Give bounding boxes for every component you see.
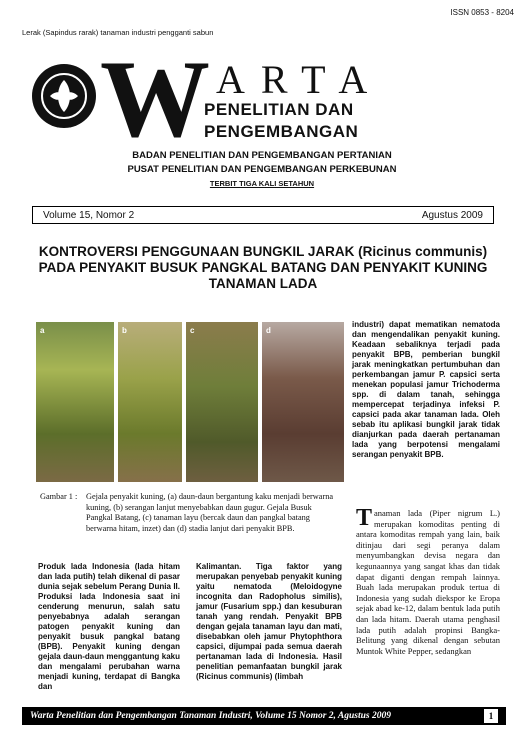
photo-label-b: b bbox=[122, 326, 127, 335]
figure-photos bbox=[36, 322, 344, 482]
summary-column: industri) dapat mematikan nematoda dan mengendalikan penyakit kuning. Keadaan sebaliknya terjadi pada penyakit BPB, pemberian bungkil jarak meningkatkan pertumbuhan dan perkembangan jamur P. capsici serta menekan populasi jamur Trichoderma spp. di dalam tanah, sehingga mempercepat terjadinya infeksi P. capsici pada akar tanaman lada. Oleh sebab itu aplikasi bungkil jarak tidak dianjurkan pada daerah pertanaman lada yang berpotensi mengalami serangan penyakit BPB. bbox=[352, 320, 500, 459]
photo-label-c: c bbox=[190, 326, 195, 335]
masthead bbox=[22, 38, 502, 192]
page-number: 1 bbox=[484, 709, 498, 723]
photo-label-a: a bbox=[40, 326, 45, 335]
photo-d bbox=[262, 322, 344, 482]
body-column bbox=[356, 505, 500, 656]
logo-emblem-icon bbox=[32, 64, 96, 128]
caption-label: Gambar 1 : bbox=[40, 492, 78, 501]
abstract-column-1: Produk lada Indonesia (lada hitam dan lada putih) telah dikenal di pasar dunia sejak sebelum Perang Dunia II. Produksi lada Indonesia saat ini cenderung menurun, salah satu penyebabnya adalah serangan patogen penyakit kuning dan penyakit busuk pangkal batang (BPB). Penyakit kuning dengan gejala daun-daun menggantung kaku dan mengalami perubahan warna menjadi kuning, terdapat di Bangka dan bbox=[38, 562, 180, 691]
drop-cap: T bbox=[356, 505, 373, 531]
issue-date: Agustus 2009 bbox=[421, 209, 483, 221]
photo-a bbox=[36, 322, 114, 482]
caption-text: Gejala penyakit kuning, (a) daun-daun bergantung kaku menjadi berwarna kuning, (b) serangan lanjut menyebabkan daun gugur. Gejala Busuk Pangkal Batang, (c) tanaman layu (bercak daun dan pangkal batang berwarna hitam, inzet) dan (d) stadia lanjut dari penyakit BPB. bbox=[86, 492, 334, 533]
masthead-arta: ARTA bbox=[216, 57, 384, 102]
photo-c bbox=[186, 322, 258, 482]
figure-caption bbox=[40, 492, 340, 534]
page-footer bbox=[22, 707, 506, 725]
abstract-column-2: Kalimantan. Tiga faktor yang merupakan penyebab penyakit kuning yaitu nematoda (Meloidogyne incognita dan Radopholus similis), jamur (Fusarium spp.) dan kesuburan tanah yang rendah. Penyakit BPB dengan gejala tanaman layu dan mati, disebabkan oleh jamur Phytophthora capsici, dijumpai pada semua daerah pertanaman lada di Indonesia. Hasil penelitian pemanfaatan bungkil jarak (Ricinus communis) (limbah bbox=[196, 562, 342, 681]
footer-text: Warta Penelitian dan Pengembangan Tanaman Industri, Volume 15 Nomor 2, Agustus 2009 bbox=[30, 711, 391, 721]
volume-number: Volume 15, Nomor 2 bbox=[43, 209, 135, 221]
body-text: anaman lada (Piper nigrum L.) merupakan komoditas penting di antara komoditas rempah yang lain, baik ditinjau dari segi peranya dalam menyumbangkan devisa negara dan kegunaannya yang sangat khas dan tidak dapat diganti dengan rempah lainnya. Buah lada merupakan produk tertua di Indonesia yang sudah diekspor ke Eropa sejak abad ke-12, dalam bentuk lada putih dan lada hitam. Daerah utama penghasil lada putih adalah propinsi Bangka-Belitung yang dikenal dengan sebutan Muntok White Pepper, sedangkan bbox=[356, 508, 500, 656]
issn: ISSN 0853 - 8204 bbox=[450, 8, 514, 17]
article-title: KONTROVERSI PENGGUNAAN BUNGKIL JARAK (Ricinus communis) PADA PENYAKIT BUSUK PANGKAL BATANG DAN PENYAKIT KUNING TANAMAN LADA bbox=[38, 244, 488, 291]
masthead-w: W bbox=[100, 38, 208, 160]
volume-bar bbox=[32, 206, 494, 224]
masthead-subtitle-1: PENELITIAN DAN bbox=[204, 100, 354, 119]
top-note: Lerak (Sapindus rarak) tanaman industri pengganti sabun bbox=[22, 28, 214, 37]
photo-label-d: d bbox=[266, 326, 271, 335]
photo-b bbox=[118, 322, 182, 482]
agency-line-2: PUSAT PENELITIAN DAN PENGEMBANGAN PERKEBUNAN bbox=[127, 164, 397, 175]
publication-frequency: TERBIT TIGA KALI SETAHUN bbox=[209, 179, 315, 188]
masthead-subtitle-2: PENGEMBANGAN bbox=[204, 122, 359, 141]
agency-line-1: BADAN PENELITIAN DAN PENGEMBANGAN PERTANIAN bbox=[132, 150, 392, 161]
